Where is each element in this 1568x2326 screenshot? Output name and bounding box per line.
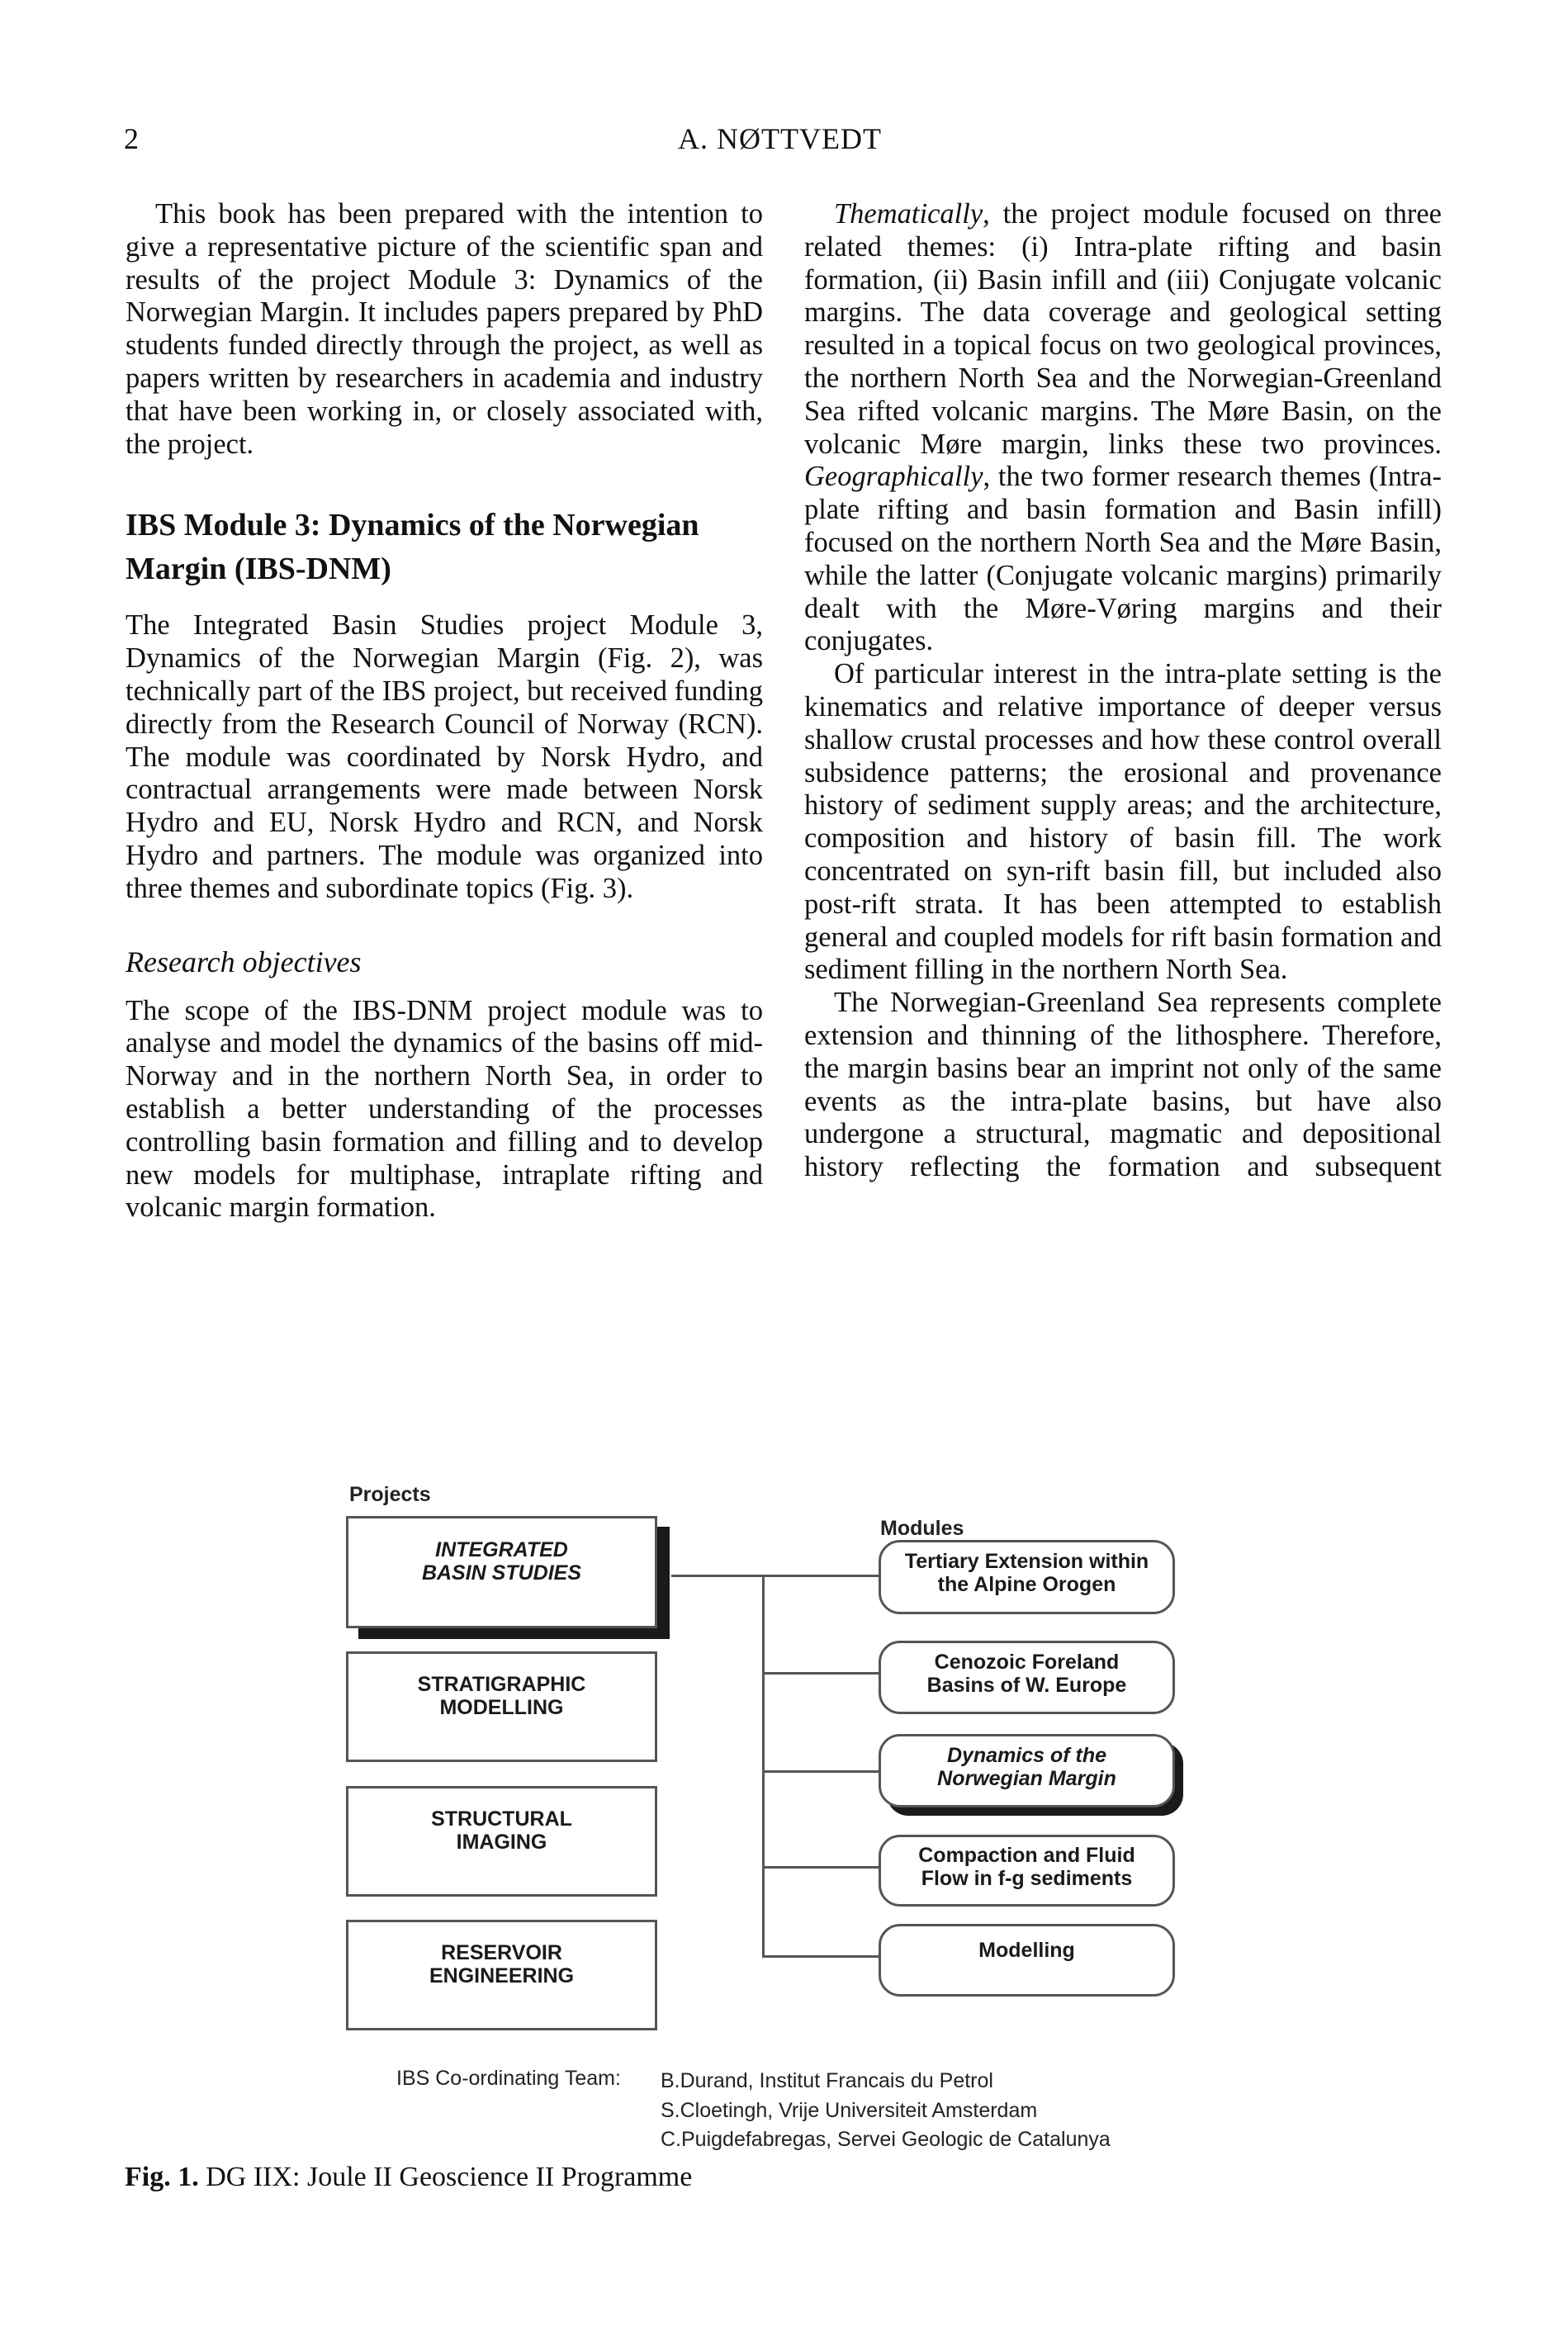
section-paragraph: The Integrated Basin Studies project Module 3, Dynamics of the Norwegian Margin (Fig. 2), was technically part of the IBS project, but received funding directly from the Research Council of Norway (RCN). The module was coordinated by Norsk Hydro, and contractual arrangements were made between Norsk Hydro and EU, Norsk Hydro and RCN, and Norsk Hydro and partners. The module was organized into three themes and subordinate topics (Fig. 3). [126,609,763,904]
connector-main [671,1575,763,1577]
geographically-lead: Geographically [804,461,983,493]
themes-text-a: , the project module focused on three related themes: (i) Intra-plate rifting and basin formation, (ii) Basin infill and (iii) Conjugate volcanic margins. The data coverage and geological setting resulted in a topical focus on two geological provinces, the northern North Sea and the Norwegian-Greenland Sea rifted volcanic margins. The Møre Basin, on the volcanic Møre margin, links these two provinces. [804,198,1442,460]
module-line1: Dynamics of the [946,1743,1107,1767]
project-line1: STRATIGRAPHIC [417,1673,586,1696]
module-line2: the Alpine Orogen [937,1573,1116,1596]
project-box-structural-imaging [346,1786,657,1897]
project-line2: ENGINEERING [429,1964,575,1987]
intraplate-paragraph: Of particular interest in the intra-plate setting is the kinematics and relative importance of deeper versus shallow crustal processes and how these control overall subsidence patterns; the erosional and provenance history of sediment supply areas; and the architecture, composition and history of basin fill. The work concentrated on syn-rift basin fill, but included also post-rift strata. It has been attempted to establish general and coupled models for rift basin formation and sediment filling in the northern North Sea. [804,658,1442,986]
project-line1: INTEGRATED [435,1538,568,1561]
connector-trunk [762,1575,765,1958]
module-line1: Compaction and Fluid [918,1843,1135,1867]
module-line1: Modelling [978,1939,1075,1962]
module-line2: Norwegian Margin [937,1766,1116,1790]
themes-text-b: , the two former research themes (Intra-plate rifting and basin formation and Basin infill) focused on the northern North Sea and the Møre Basin, while the latter (Conjugate volcanic margins) primarily dealt with the Møre-Vøring margins and their conjugates. [804,461,1442,657]
section-heading: IBS Module 3: Dynamics of the Norwegian Margin (IBS-DNM) [126,508,699,587]
projects-label: Projects [349,1483,431,1506]
team-member: B.Durand, Institut Francais du Petrol [661,2069,993,2092]
project-line2: IMAGING [456,1831,547,1854]
figure-caption [125,2162,692,2193]
left-column [126,198,763,1225]
connector-module-4 [762,1866,879,1869]
page-number: 2 [124,122,139,155]
project-line1: RESERVOIR [441,1941,562,1964]
running-head [0,121,1568,154]
running-title: A. NØTTVEDT [678,122,882,155]
themes-paragraph [804,198,1442,658]
greenland-paragraph: The Norwegian-Greenland Sea represents complete extension and thinning of the lithosphere. Therefore, the margin basins bear an imprint not only of the same events as the intra-plate basins, but have also undergone a structural, magmatic and depositional history reflecting the formation and subsequent [804,987,1442,1183]
caption-text: DG IIX: Joule II Geoscience II Programme [206,2162,693,2192]
module-box-cenozoic-foreland [879,1641,1175,1714]
module-line1: Tertiary Extension within [904,1550,1149,1573]
subsection-heading: Research objectives [126,945,362,978]
objectives-paragraph: The scope of the IBS-DNM project module was to analyse and model the dynamics of the basins off mid-Norway and in the northern North Sea, in order to establish a better understanding of the processes controlling basin formation and filling and to develop new models for multiphase, intraplate rifting and volcanic margin formation. [126,994,763,1224]
project-line2: BASIN STUDIES [421,1561,582,1585]
connector-module-5 [762,1955,879,1958]
module-box-dynamics-norwegian-margin [879,1734,1175,1807]
team-member: S.Cloetingh, Vrije Universiteit Amsterdam [661,2098,1038,2122]
team-list [661,2067,1111,2155]
project-line1: STRUCTURAL [431,1807,572,1831]
module-line2: Basins of W. Europe [926,1673,1127,1697]
team-member: C.Puigdefabregas, Servei Geologic de Catalunya [661,2128,1111,2151]
project-box-stratigraphic-modelling [346,1651,657,1762]
project-box-integrated-basin-studies [346,1516,657,1628]
modules-label: Modules [880,1517,964,1540]
module-box-tertiary-extension [879,1540,1175,1614]
thematically-lead: Thematically [834,198,983,230]
module-line1: Cenozoic Foreland [934,1650,1120,1674]
module-line2: Flow in f-g sediments [921,1866,1133,1890]
module-box-modelling [879,1924,1175,1997]
connector-module-3 [762,1770,879,1773]
right-column [804,198,1442,1184]
caption-label: Fig. 1. [125,2162,199,2192]
module-box-compaction-fluid-flow [879,1835,1175,1907]
connector-module-2 [762,1672,879,1675]
connector-module-1 [762,1575,879,1577]
project-line2: MODELLING [439,1696,564,1719]
project-box-reservoir-engineering [346,1920,657,2030]
team-label: IBS Co-ordinating Team: [396,2067,621,2090]
intro-paragraph: This book has been prepared with the intention to give a representative picture of the scientific span and results of the project Module 3: Dynamics of the Norwegian Margin. It includes papers prepared by PhD students funded directly through the project, as well as papers written by researchers in academia and industry that have been working in, or closely associated with, the project. [126,198,763,460]
